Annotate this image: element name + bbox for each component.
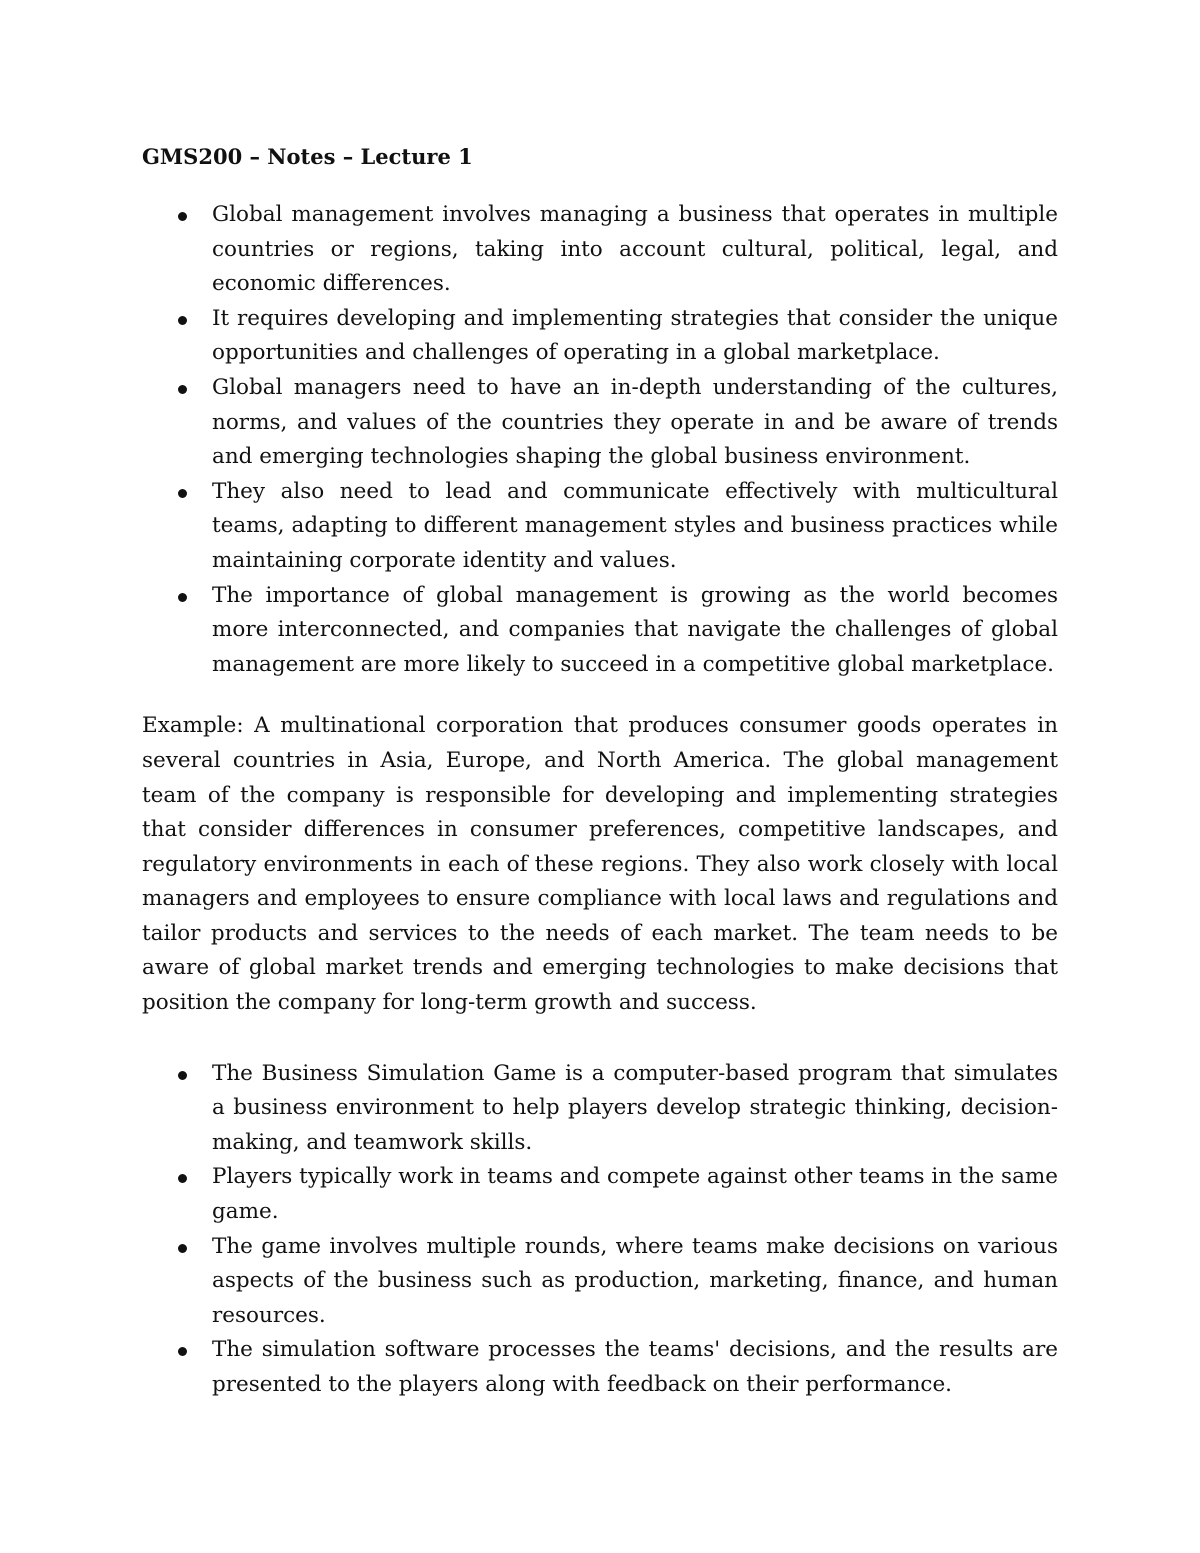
spacer xyxy=(142,1021,1058,1057)
list-item xyxy=(142,198,1058,302)
global-management-bullet-list xyxy=(142,198,1058,682)
bullet-icon xyxy=(178,316,187,325)
list-item xyxy=(142,1333,1058,1402)
list-item-text: The importance of global management is growing as the world becomes more interconnected, and companies that navigate the challenges of global management are more likely to succeed in a competitive global marketplace. xyxy=(212,582,1058,677)
list-item xyxy=(142,302,1058,371)
business-simulation-bullet-list xyxy=(142,1057,1058,1403)
list-item-text: Global managers need to have an in-depth understanding of the cultures, norms, and values of the countries they operate in and be aware of trends and emerging technologies shaping the global business environment. xyxy=(212,374,1058,470)
list-item xyxy=(142,1160,1058,1229)
list-item xyxy=(142,1230,1058,1334)
bullet-icon xyxy=(178,1347,187,1356)
document-title: GMS200 – Notes – Lecture 1 xyxy=(142,144,473,169)
list-item xyxy=(142,1057,1058,1161)
list-item-text: Players typically work in teams and compete against other teams in the same game. xyxy=(212,1164,1058,1225)
bullet-icon xyxy=(178,593,187,602)
spacer xyxy=(142,682,1058,709)
list-item xyxy=(142,371,1058,475)
list-item-text: The Business Simulation Game is a computer-based program that simulates a business environment to help players develop strategic thinking, decision-making, and teamwork skills. xyxy=(212,1060,1058,1155)
list-item-text: Global management involves managing a business that operates in multiple countries or regions, taking into account cultural, political, legal, and economic differences. xyxy=(212,202,1058,297)
list-item-text: The simulation software processes the teams' decisions, and the results are presented to the players along with feedback on their performance. xyxy=(212,1337,1058,1397)
list-item-text: It requires developing and implementing strategies that consider the unique opportunities and challenges of operating in a global marketplace. xyxy=(212,305,1058,366)
bullet-icon xyxy=(178,212,187,221)
example-paragraph: Example: A multinational corporation that produces consumer goods operates in several countries in Asia, Europe, and North America. The global management team of the company is responsible for developing and implementing strategies that consider differences in consumer preferences, competitive landscapes, and regulatory environments in each of these regions. They also work closely with local managers and employees to ensure compliance with local laws and regulations and tailor products and services to the needs of each market. The team needs to be aware of global market trends and emerging technologies to make decisions that position the company for long-term growth and success. xyxy=(142,713,1058,1016)
document-page xyxy=(142,140,1058,1403)
list-item-text: The game involves multiple rounds, where teams make decisions on various aspects of the business such as production, marketing, finance, and human resources. xyxy=(212,1233,1058,1328)
list-item xyxy=(142,579,1058,683)
bullet-icon xyxy=(178,385,187,394)
bullet-icon xyxy=(178,489,187,498)
list-item xyxy=(142,475,1058,579)
bullet-icon xyxy=(178,1244,187,1253)
bullet-icon xyxy=(178,1071,187,1080)
bullet-icon xyxy=(178,1174,187,1183)
list-item-text: They also need to lead and communicate effectively with multicultural teams, adapting to different management styles and business practices while maintaining corporate identity and values. xyxy=(212,478,1058,573)
